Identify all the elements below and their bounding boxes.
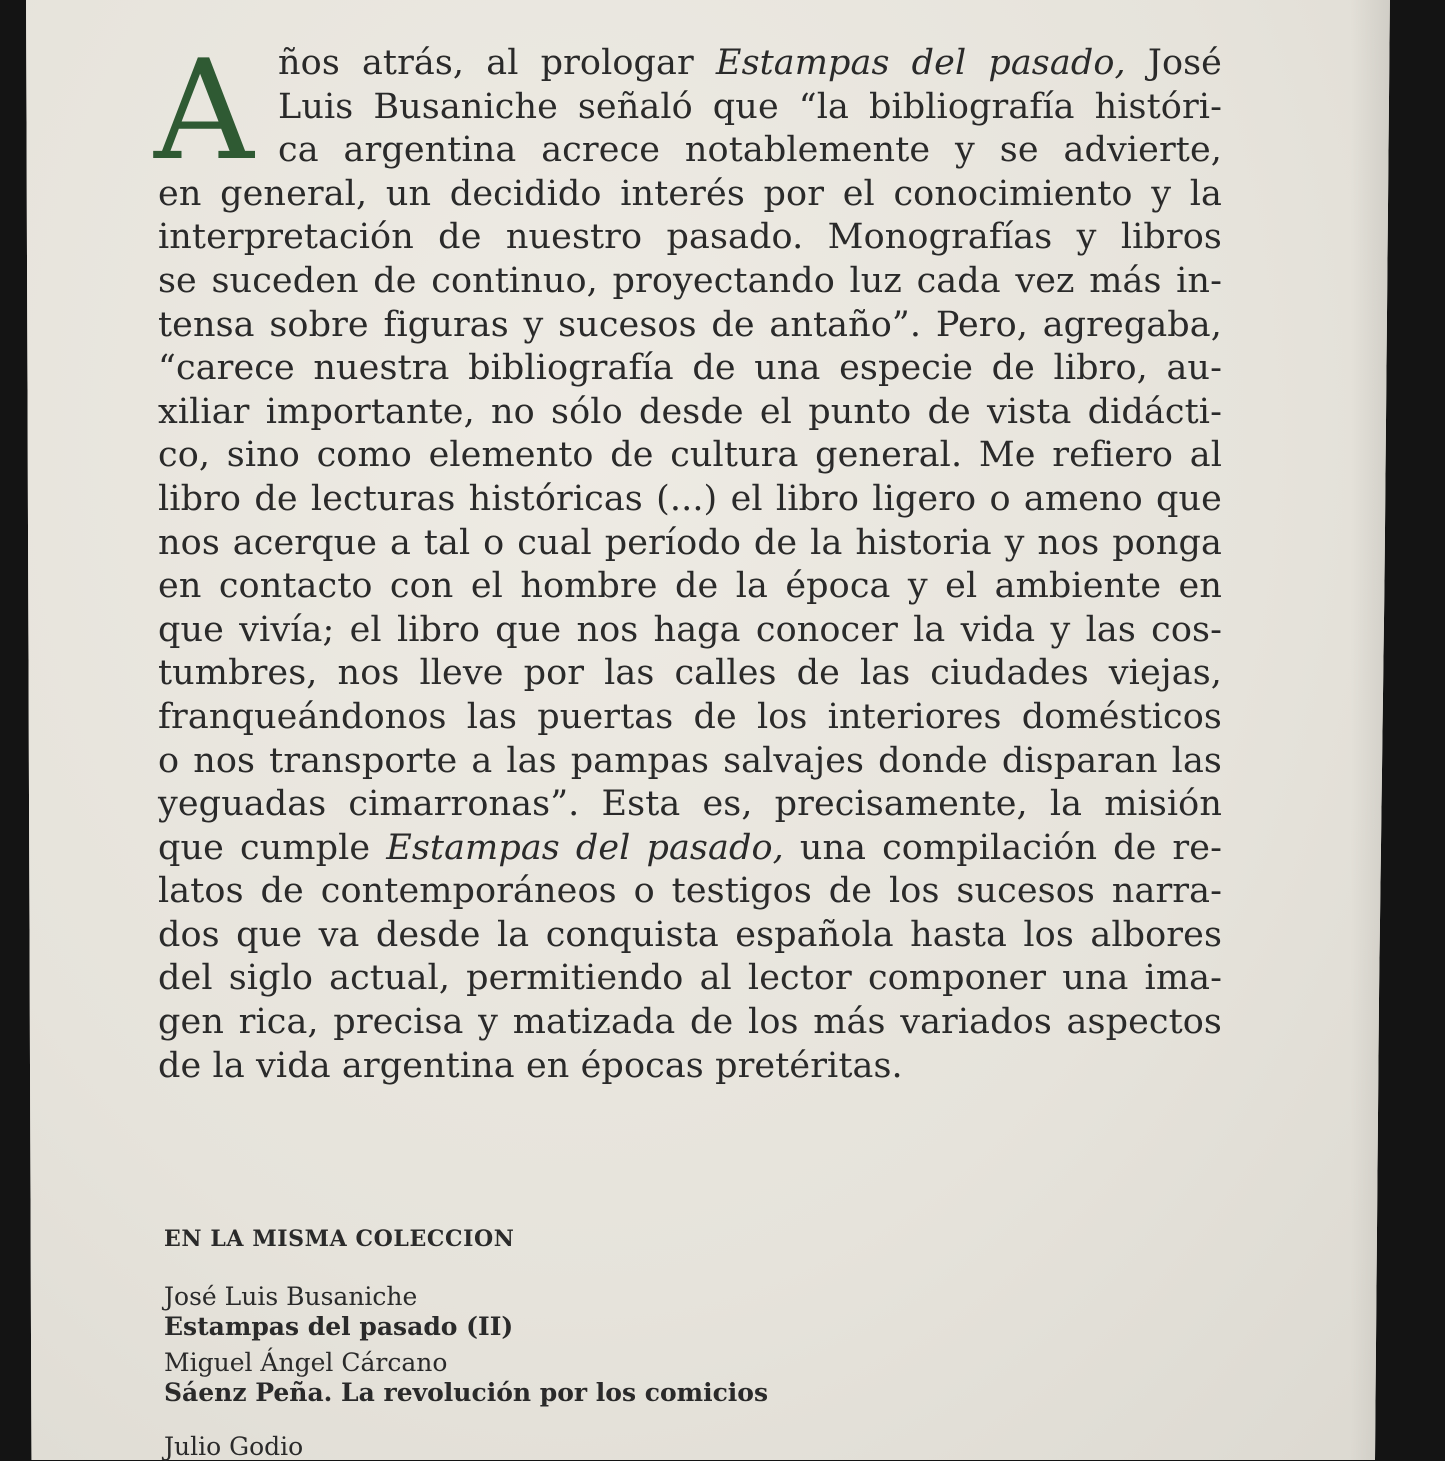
blurb-line: nos acerque a tal o cual período de la historia y nos ponga <box>158 522 1222 563</box>
entry-author: José Luis Busaniche <box>164 1282 418 1311</box>
blurb-line: se suceden de continuo, proyectando luz cada vez más in- <box>158 260 1222 301</box>
drop-cap: A <box>154 30 254 191</box>
blurb-line: co, sino como elemento de cultura general. Me refiero al <box>158 435 1222 476</box>
blurb-line: interpretación de nuestro pasado. Monografías y libros <box>158 217 1222 258</box>
blurb-line: en general, un decidido interés por el conocimiento y la <box>158 173 1222 214</box>
blurb-line: franqueándonos las puertas de los interiores domésticos <box>158 696 1222 737</box>
blurb-line: o nos transporte a las pampas salvajes donde disparan las <box>158 740 1222 781</box>
blurb-line: libro de lecturas históricas (...) el libro ligero o ameno que <box>158 478 1222 519</box>
collection-heading: EN LA MISMA COLECCION <box>164 1226 515 1252</box>
blurb-line: en contacto con el hombre de la época y el ambiente en <box>158 566 1222 607</box>
blurb-text <box>154 30 1222 1088</box>
entry-title: Estampas del pasado (II) <box>164 1312 514 1341</box>
blurb-line: gen rica, precisa y matizada de los más variados aspectos <box>158 1002 1222 1043</box>
blurb-line: dos que va desde la conquista española hasta los albores <box>158 914 1222 955</box>
cut-off-entry-author: Julio Godio <box>164 1432 304 1461</box>
collection-entry <box>164 1282 768 1342</box>
blurb-line: de la vida argentina en épocas pretéritas. <box>158 1045 903 1086</box>
blurb-line: que cumple Estampas del pasado, una compilación de re- <box>158 827 1222 868</box>
blurb-line: del siglo actual, permitiendo al lector componer una ima- <box>158 958 1222 999</box>
blurb-line: Luis Busaniche señaló que “la bibliografía históri- <box>278 86 1222 127</box>
blurb-line: tensa sobre figuras y sucesos de antaño”. Pero, agregaba, <box>158 304 1222 345</box>
same-collection-list <box>164 1226 768 1414</box>
blurb-line: xiliar importante, no sólo desde el punto de vista didácti- <box>158 391 1222 432</box>
entry-title: Sáenz Peña. La revolución por los comicios <box>164 1378 769 1407</box>
blurb-line: que vivía; el libro que nos haga conocer la vida y las cos- <box>158 609 1222 650</box>
blurb-line: yeguadas cimarronas”. Esta es, precisamente, la misión <box>158 784 1222 825</box>
paper-edge-shadow <box>1350 0 1390 1460</box>
blurb-line: “carece nuestra bibliografía de una especie de libro, au- <box>158 348 1222 389</box>
entry-author: Miguel Ángel Cárcano <box>164 1348 448 1377</box>
blurb-line: tumbres, nos lleve por las calles de las ciudades viejas, <box>158 653 1222 694</box>
blurb-line: ca argentina acrece notablemente y se advierte, <box>278 130 1222 171</box>
collection-entry <box>164 1348 768 1408</box>
blurb-line: latos de contemporáneos o testigos de los sucesos narra- <box>158 871 1222 912</box>
blurb-line: ños atrás, al prologar Estampas del pasado, José <box>278 43 1222 83</box>
